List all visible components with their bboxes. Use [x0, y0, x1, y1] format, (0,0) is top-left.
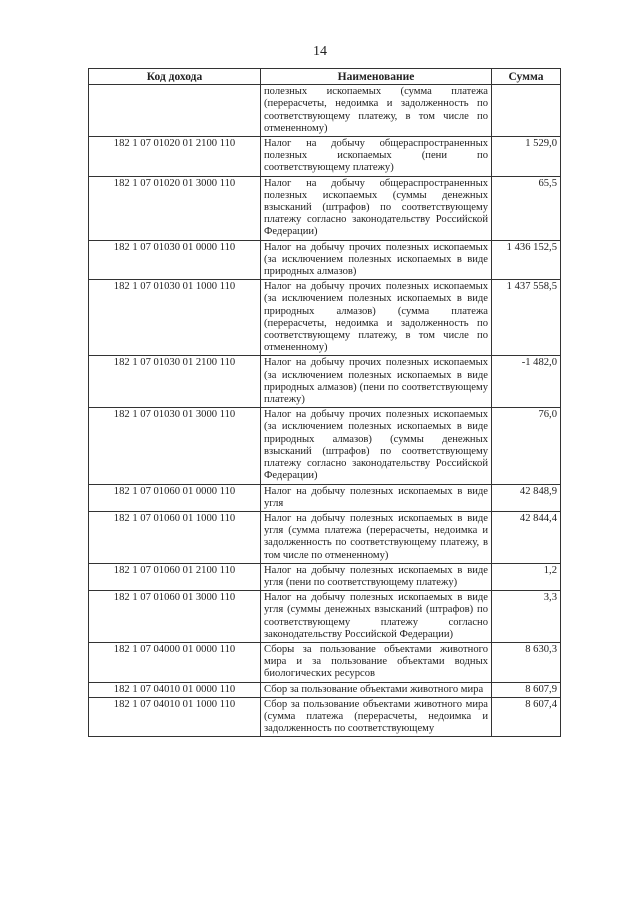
- revenue-code: 182 1 07 01030 01 0000 110: [89, 240, 261, 280]
- revenue-code: 182 1 07 01060 01 2100 110: [89, 563, 261, 590]
- table-row: [89, 176, 561, 240]
- table-header-row: [89, 69, 561, 85]
- page-number: 14: [313, 44, 327, 59]
- table-row: [89, 642, 561, 682]
- revenue-code: 182 1 07 01020 01 2100 110: [89, 137, 261, 177]
- revenue-name: Налог на добычу полезных ископаемых в виде угля (суммы денежных взысканий (штрафов) по соответствующему платежу согласно законодательству Российской Федерации): [261, 591, 492, 643]
- table-row: [89, 280, 561, 356]
- revenue-table: [88, 68, 561, 737]
- revenue-amount: 76,0: [492, 408, 561, 484]
- table-row: [89, 240, 561, 280]
- revenue-name: Сбор за пользование объектами животного мира (сумма платежа (перерасчеты, недоимка и задолженность по соответствующему: [261, 697, 492, 737]
- revenue-amount: 42 848,9: [492, 484, 561, 511]
- revenue-name: Налог на добычу прочих полезных ископаемых (за исключением полезных ископаемых в виде природных алмазов) (пени по соответствующему платежу): [261, 356, 492, 408]
- revenue-name: Налог на добычу общераспространенных полезных ископаемых (пени по соответствующему платежу): [261, 137, 492, 177]
- revenue-code: 182 1 07 04010 01 1000 110: [89, 697, 261, 737]
- revenue-name: Налог на добычу прочих полезных ископаемых (за исключением полезных ископаемых в виде природных алмазов): [261, 240, 492, 280]
- table-row: [89, 682, 561, 697]
- revenue-amount: 1 436 152,5: [492, 240, 561, 280]
- revenue-name: Налог на добычу полезных ископаемых в виде угля: [261, 484, 492, 511]
- revenue-amount: 8 630,3: [492, 642, 561, 682]
- revenue-amount: 8 607,9: [492, 682, 561, 697]
- revenue-amount: 1,2: [492, 563, 561, 590]
- table-row: [89, 356, 561, 408]
- revenue-code: 182 1 07 01030 01 2100 110: [89, 356, 261, 408]
- revenue-amount: 1 437 558,5: [492, 280, 561, 356]
- revenue-code: 182 1 07 01060 01 1000 110: [89, 511, 261, 563]
- revenue-name: Сборы за пользование объектами животного мира и за пользование объектами водных биологических ресурсов: [261, 642, 492, 682]
- table-row: [89, 85, 561, 137]
- revenue-amount: 42 844,4: [492, 511, 561, 563]
- revenue-code: 182 1 07 01020 01 3000 110: [89, 176, 261, 240]
- revenue-code: [89, 85, 261, 137]
- revenue-name: полезных ископаемых (сумма платежа (перерасчеты, недоимка и задолженность по соответствующему платежу, в том числе по отмененному): [261, 85, 492, 137]
- table-row: [89, 563, 561, 590]
- table-row: [89, 697, 561, 737]
- revenue-amount: [492, 85, 561, 137]
- revenue-amount: 65,5: [492, 176, 561, 240]
- header-code: Код дохода: [89, 69, 261, 85]
- revenue-name: Налог на добычу прочих полезных ископаемых (за исключением полезных ископаемых в виде природных алмазов) (суммы денежных взысканий (штрафов) по соответствующему платежу согласно законодательству Российской Федерации): [261, 408, 492, 484]
- revenue-name: Налог на добычу общераспространенных полезных ископаемых (суммы денежных взысканий (штрафов) по соответствующему платежу согласно законодательству Российской Федерации): [261, 176, 492, 240]
- revenue-amount: 8 607,4: [492, 697, 561, 737]
- revenue-code: 182 1 07 01030 01 3000 110: [89, 408, 261, 484]
- revenue-name: Сбор за пользование объектами животного мира: [261, 682, 492, 697]
- revenue-amount: 1 529,0: [492, 137, 561, 177]
- revenue-amount: -1 482,0: [492, 356, 561, 408]
- table-row: [89, 591, 561, 643]
- header-amount: Сумма: [492, 69, 561, 85]
- revenue-name: Налог на добычу прочих полезных ископаемых (за исключением полезных ископаемых в виде природных алмазов) (сумма платежа (перерасчеты, недоимка и задолженность по соответствующему платежу, в том числе по отмененному): [261, 280, 492, 356]
- table-row: [89, 408, 561, 484]
- revenue-code: 182 1 07 04000 01 0000 110: [89, 642, 261, 682]
- revenue-amount: 3,3: [492, 591, 561, 643]
- revenue-code: 182 1 07 01030 01 1000 110: [89, 280, 261, 356]
- table-row: [89, 137, 561, 177]
- revenue-name: Налог на добычу полезных ископаемых в виде угля (сумма платежа (перерасчеты, недоимка и задолженность по соответствующему платежу, в том числе по отмененному): [261, 511, 492, 563]
- header-name: Наименование: [261, 69, 492, 85]
- revenue-code: 182 1 07 04010 01 0000 110: [89, 682, 261, 697]
- table-row: [89, 511, 561, 563]
- revenue-code: 182 1 07 01060 01 0000 110: [89, 484, 261, 511]
- table-row: [89, 484, 561, 511]
- revenue-name: Налог на добычу полезных ископаемых в виде угля (пени по соответствующему платежу): [261, 563, 492, 590]
- revenue-code: 182 1 07 01060 01 3000 110: [89, 591, 261, 643]
